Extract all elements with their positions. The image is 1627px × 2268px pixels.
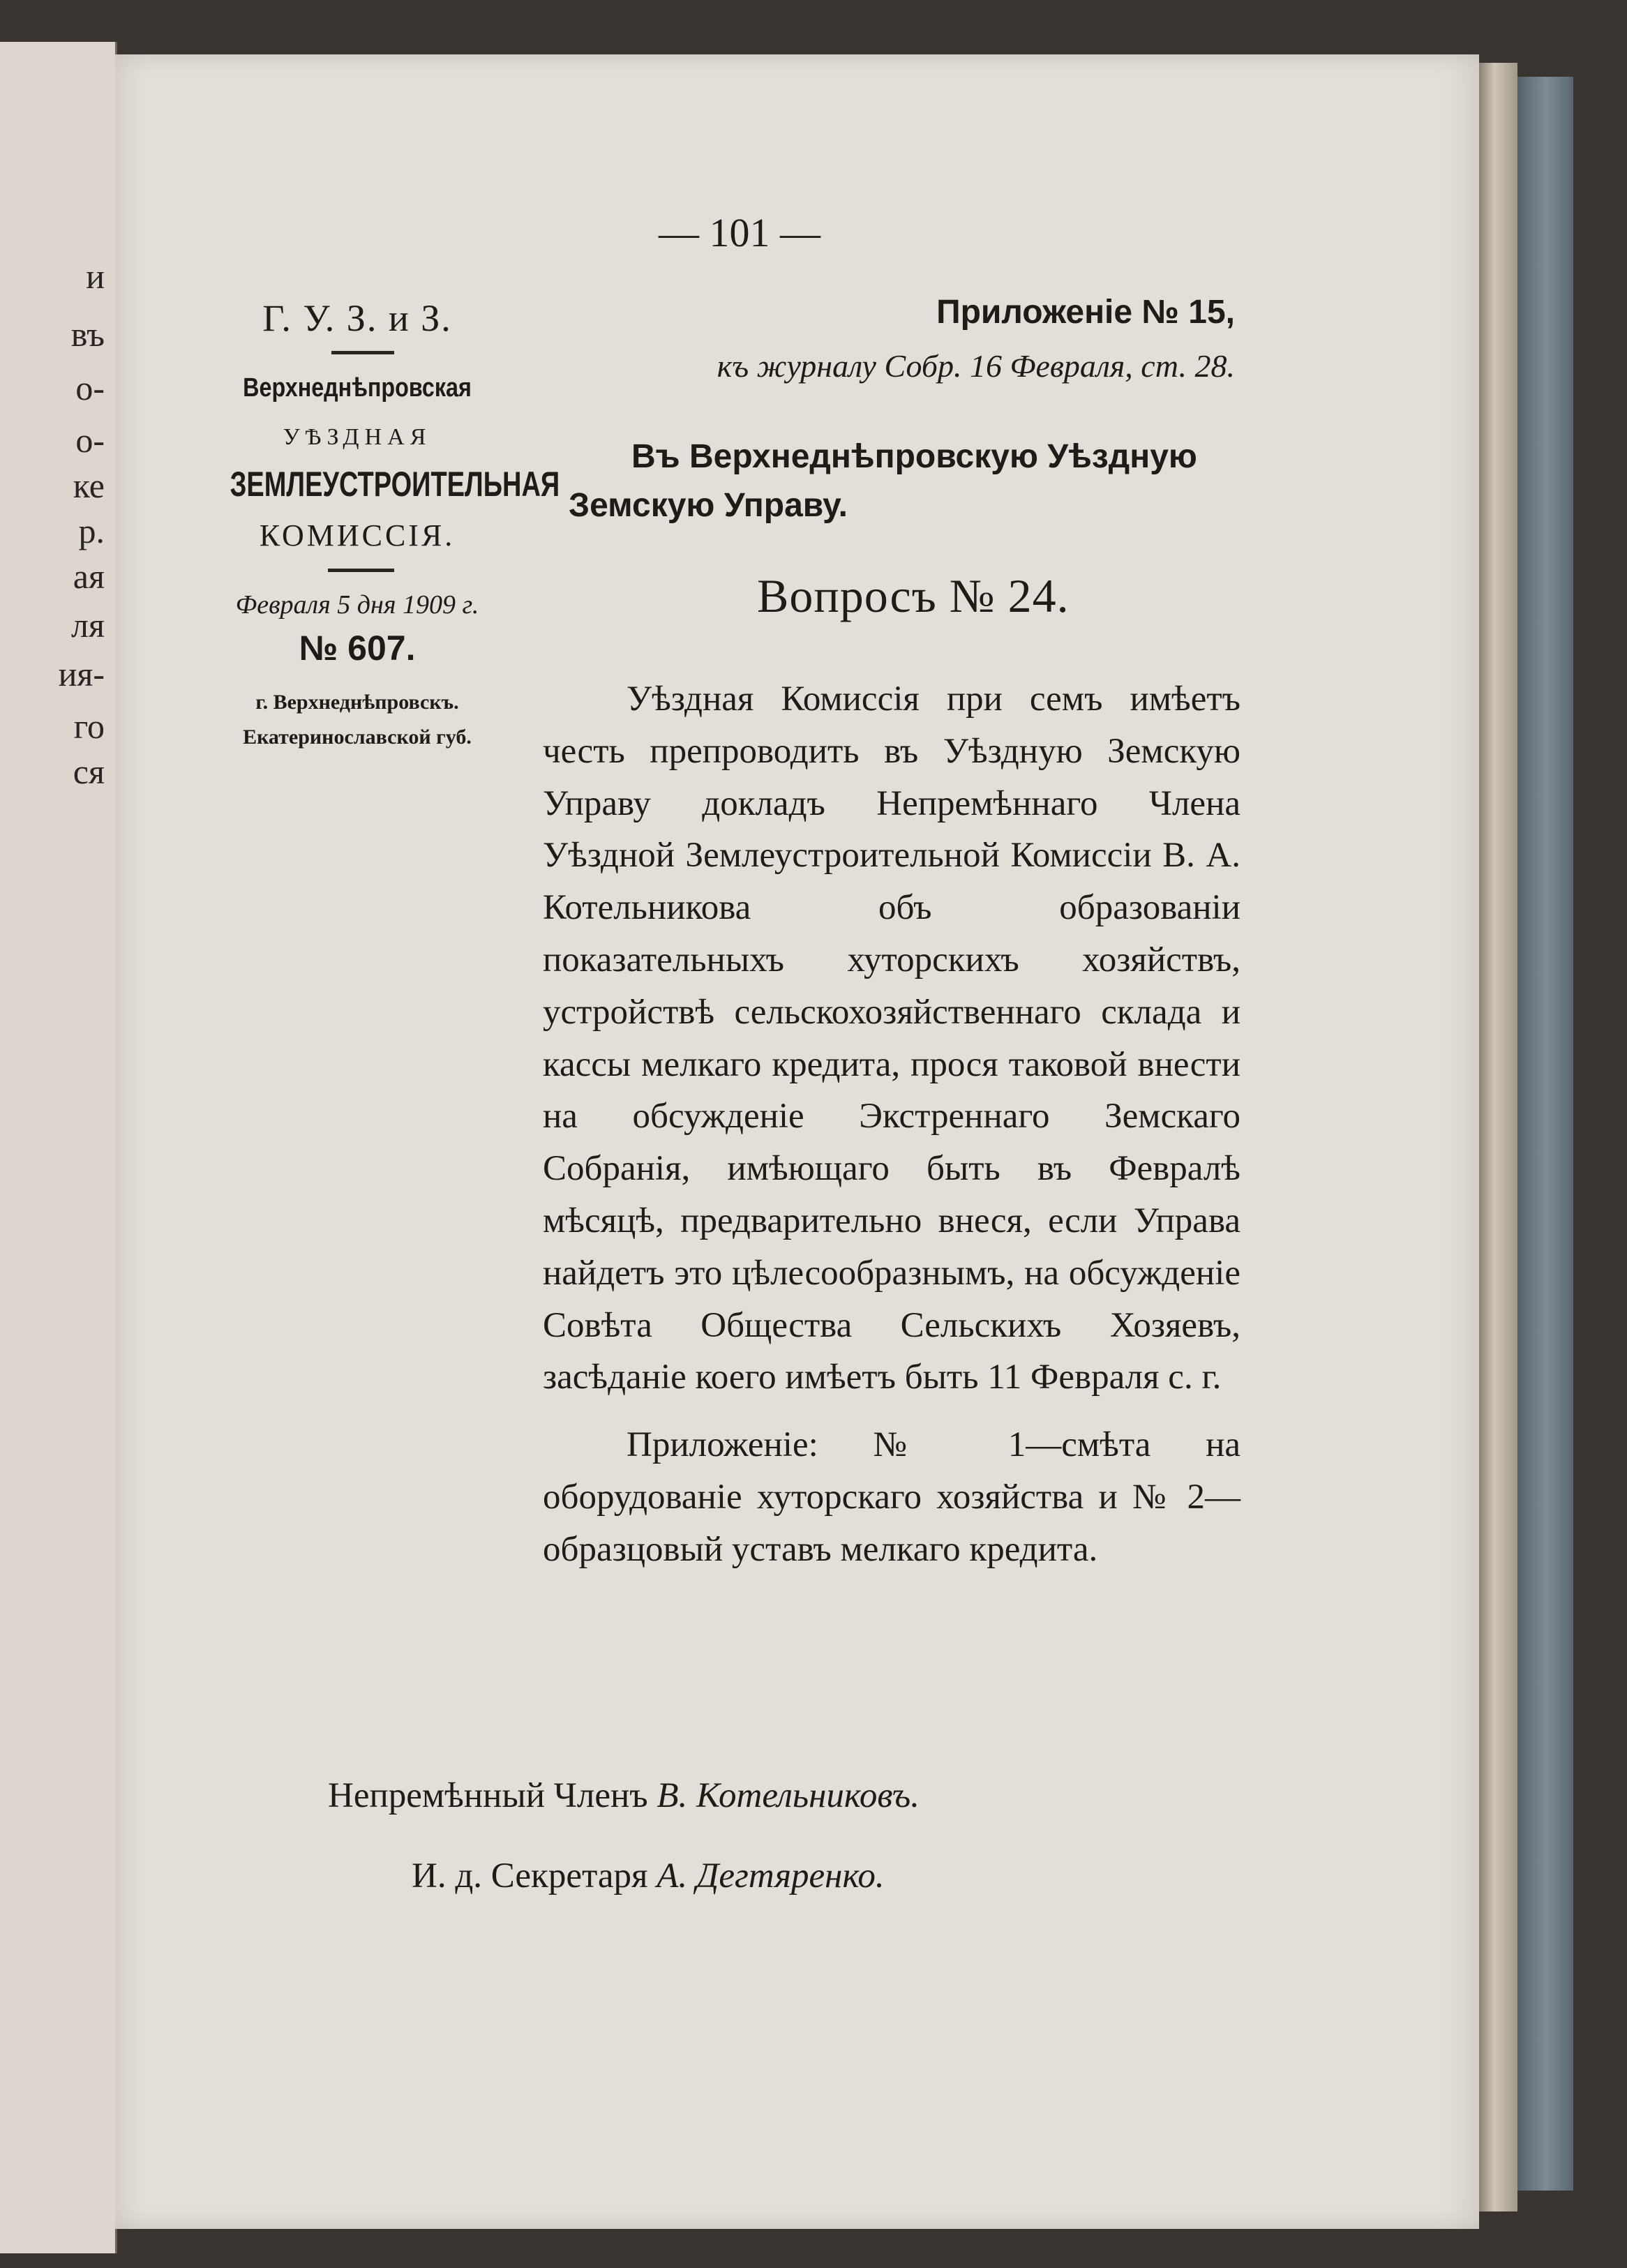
- book-cover: [1517, 77, 1573, 2191]
- question-title: Вопросъ № 24.: [757, 569, 1070, 622]
- journal-reference: къ журналу Собр. 16 Февраля, ст. 28.: [717, 348, 1235, 384]
- header-place: г. Верхнеднѣпровскъ.: [255, 691, 459, 714]
- left-page-fragment: ке: [73, 466, 105, 505]
- left-page-fragment: ия-: [58, 654, 105, 693]
- signature-secretary-name: А. Дегтяренко.: [657, 1856, 885, 1895]
- header-uezdnaya: УѢЗДНАЯ: [283, 424, 432, 450]
- document-body: [543, 673, 1240, 1576]
- left-page-fragment: и: [86, 257, 105, 296]
- body-paragraph: Уѣздная Комиссія при семъ имѣетъ честь препроводить въ Уѣздную Земскую Управу докладъ Непремѣннаго Члена Уѣздной Землеустроительной Комиссіи В. А. Котельникова объ образованіи показательныхъ хуторскихъ хозяйствъ, устройствѣ сельскохозяйственнаго склада и кассы мелкаго кредита, прося таковой внести на обсужденіе Экстреннаго Земскаго Собранія, имѣющаго быть въ Февралѣ мѣсяцѣ, предварительно внеся, если Управа найдетъ это цѣлесообразнымъ, на обсужденіе Совѣта Общества Сельскихъ Хозяевъ, засѣданіе коего имѣетъ быть 11 Февраля с. г.: [543, 679, 1240, 1397]
- left-page-fragment: р.: [78, 511, 105, 550]
- left-page-fragment: о-: [75, 421, 105, 460]
- signature-member-title: Непремѣнный Членъ: [328, 1776, 648, 1815]
- header-number: № 607.: [299, 629, 416, 668]
- page-number: — 101 —: [659, 210, 820, 255]
- signature-member-name: В. Котельниковъ.: [657, 1776, 920, 1815]
- header-abbrev: Г. У. З. и З.: [262, 297, 452, 339]
- left-page-fragment: ля: [71, 606, 105, 645]
- header-rule: [331, 351, 394, 354]
- left-page-fragment: ая: [73, 557, 105, 596]
- left-page-fragment: о-: [75, 368, 105, 407]
- header-date: Февраля 5 дня 1909 г.: [235, 590, 479, 619]
- signature-secretary-title: И. д. Секретаря: [412, 1856, 648, 1895]
- page-edge: [1479, 63, 1517, 2211]
- left-page-fragment: въ: [70, 315, 105, 354]
- header-province: Екатеринославской губ.: [243, 726, 472, 749]
- left-page-fragment: го: [73, 707, 105, 746]
- appendix-heading: Приложеніе № 15,: [936, 294, 1235, 331]
- left-page-fragment: ся: [73, 752, 105, 791]
- header-rule: [328, 569, 394, 572]
- appendix-paragraph: Приложеніе: № 1—смѣта на оборудованіе хуторскаго хозяйства и № 2—образцовый уставъ мелкаго кредита.: [543, 1425, 1240, 1569]
- signature-member: [328, 1775, 920, 1816]
- header-komissiya: КОМИССІЯ.: [259, 518, 456, 553]
- addressee: Въ Верхнеднѣпровскую Уѣздную Земскую Управу.: [569, 438, 1197, 524]
- header-commission: ЗЕМЛЕУСТРОИТЕЛЬНАЯ: [230, 465, 560, 504]
- signature-secretary: [412, 1856, 885, 1896]
- header-district: Верхнеднѣпровская: [243, 373, 472, 403]
